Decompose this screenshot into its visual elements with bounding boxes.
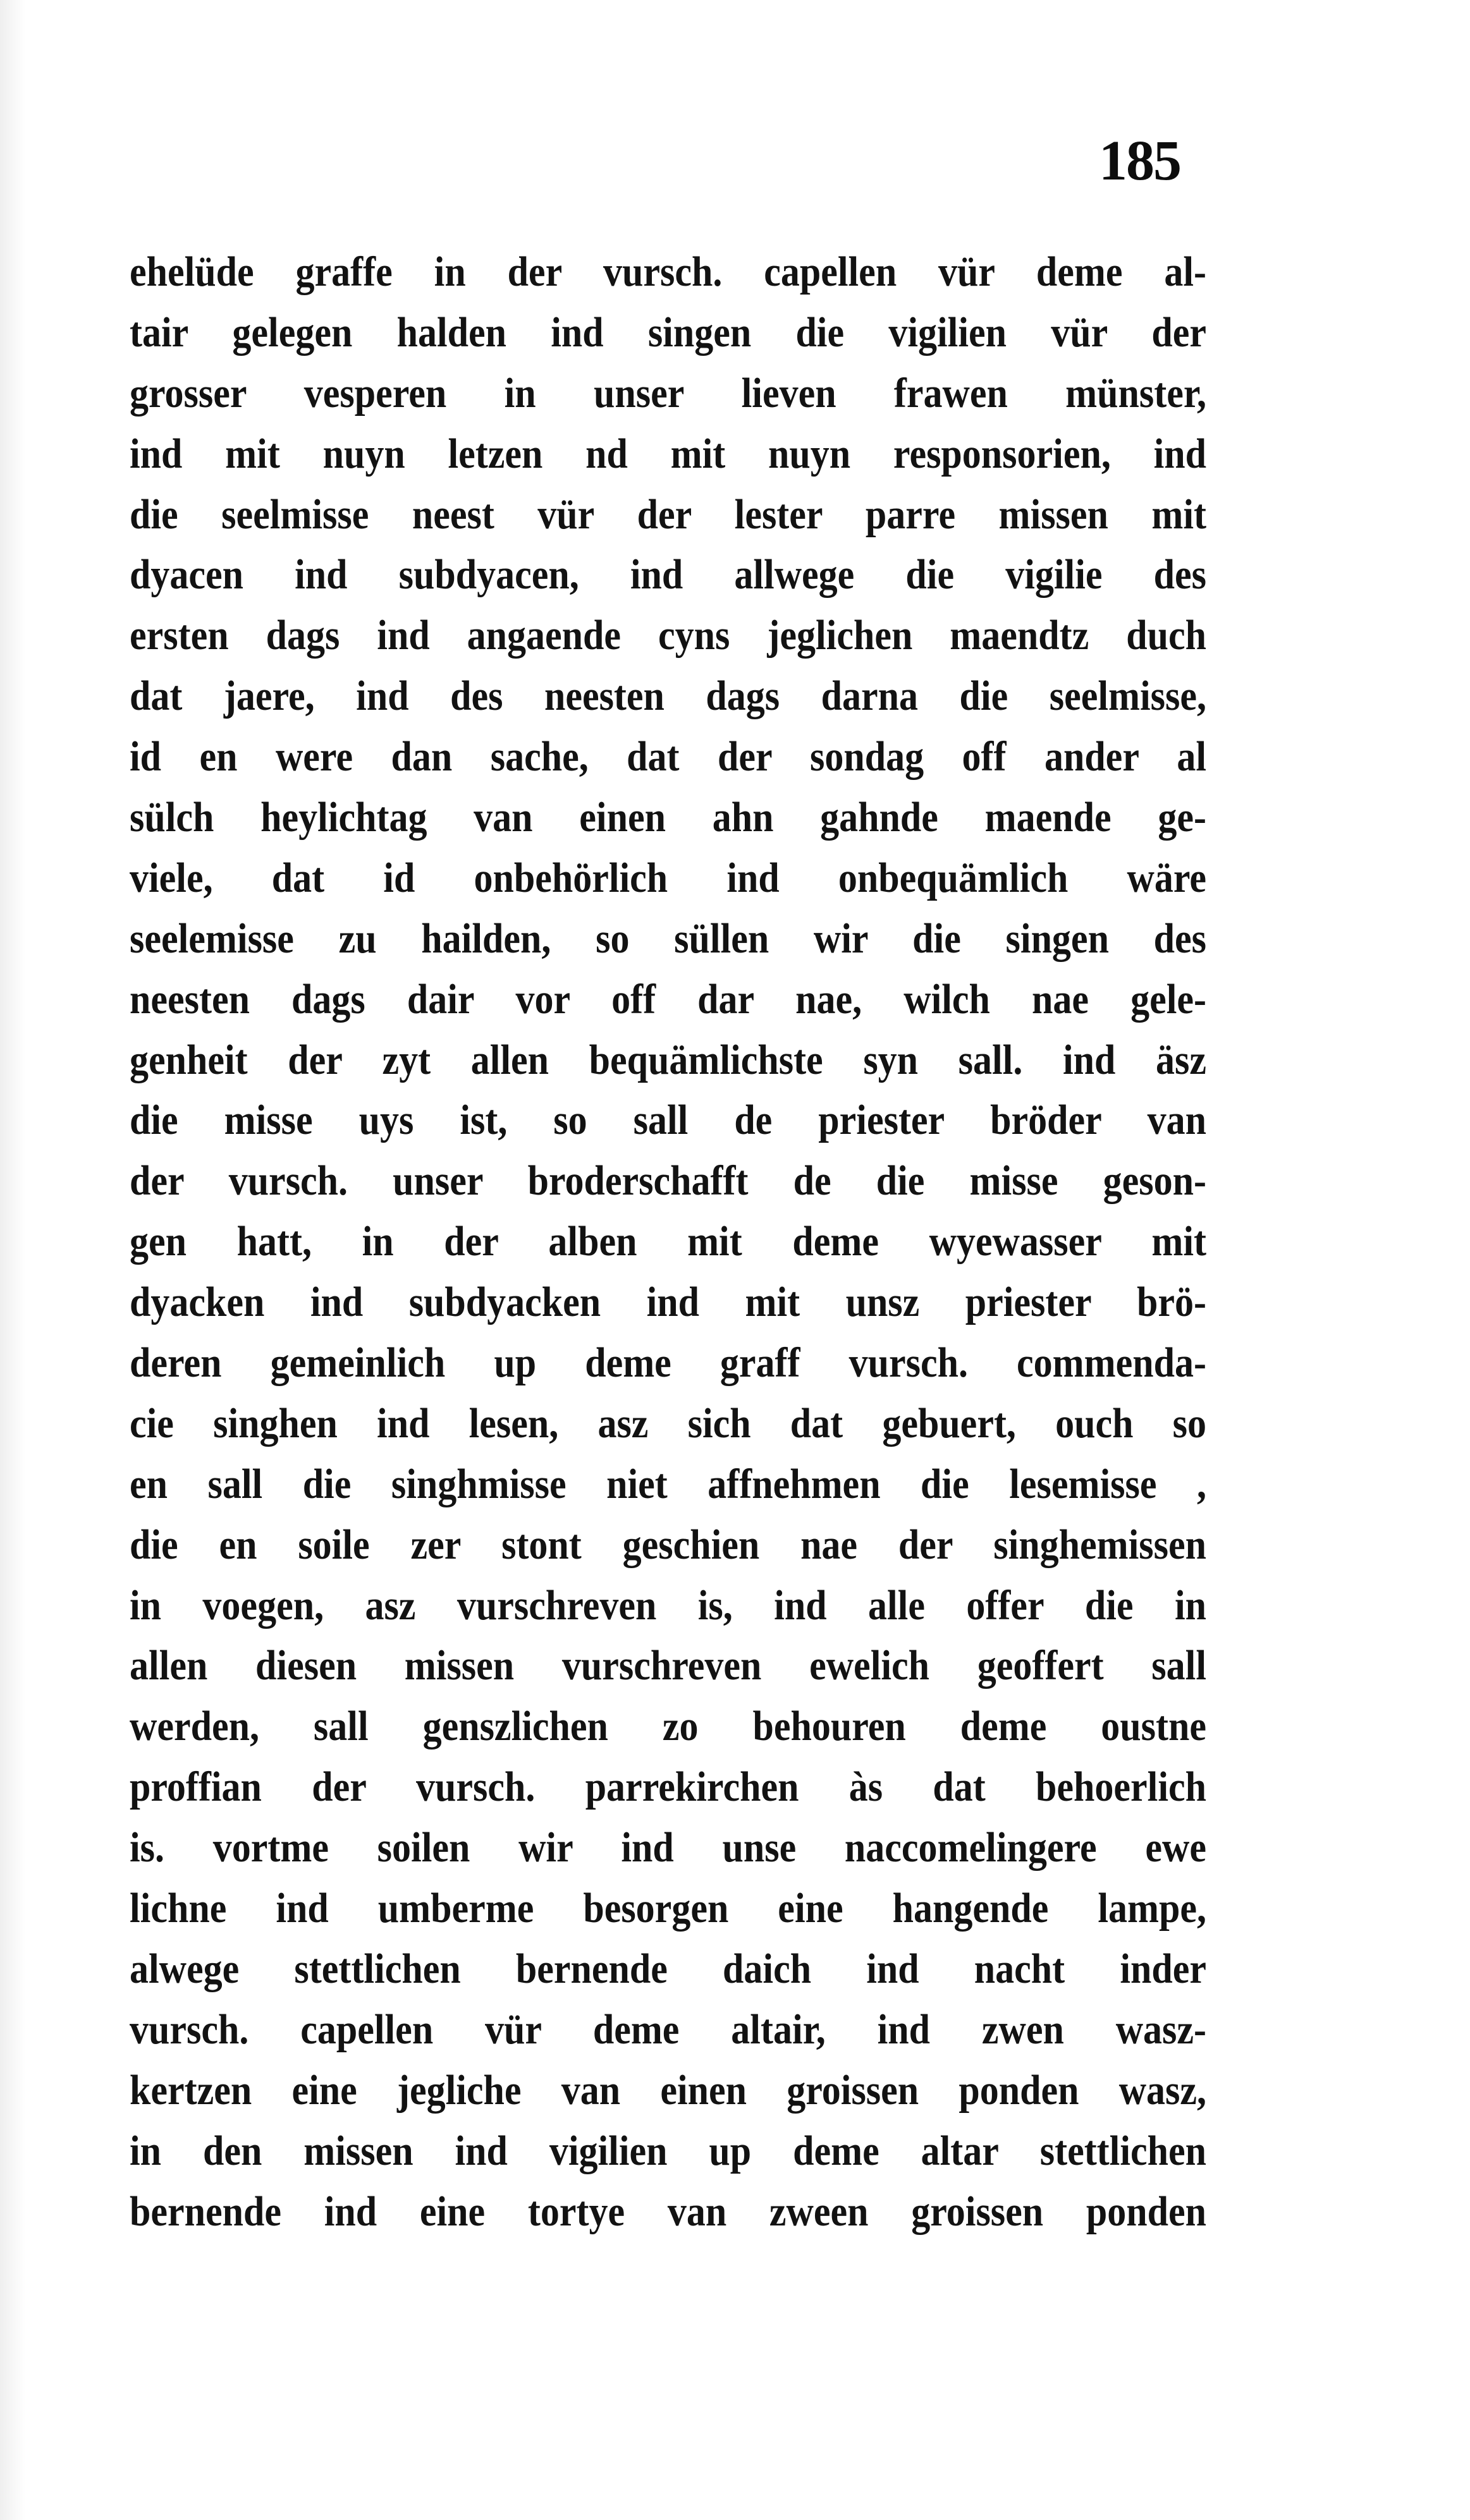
text-line: dyacken ind subdyacken ind mit unsz priester brö- (130, 1278, 1206, 1325)
text-line: sülch heylichtag van einen ahn gahnde maende ge- (130, 793, 1206, 841)
text-line: die misse uys ist, so sall de priester bröder van (130, 1097, 1206, 1144)
text-line: ersten dags ind angaende cyns jeglichen maendtz duch (130, 611, 1206, 659)
text-line: en sall die singhmisse niet affnehmen die lesemisse , (130, 1460, 1206, 1507)
text-line: tair gelegen halden ind singen die vigilien vür der (130, 308, 1206, 356)
page-edge-shadow (0, 0, 25, 2520)
text-line: allen diesen missen vurschreven ewelich geoffert sall (130, 1642, 1206, 1689)
text-line: viele, dat id onbehörlich ind onbequämlich wäre (130, 854, 1206, 901)
text-line: werden, sall genszlichen zo behouren deme oustne (130, 1703, 1206, 1750)
text-line: der vursch. unser broderschafft de die misse geson- (130, 1157, 1206, 1204)
text-line: die en soile zer stont geschien nae der singhemissen (130, 1521, 1206, 1568)
text-line: gen hatt, in der alben mit deme wyewasser mit (130, 1217, 1206, 1265)
text-line: genheit der zyt allen bequämlichste syn sall. ind äsz (130, 1036, 1206, 1083)
text-line: die seelmisse neest vür der lester parre missen mit (130, 490, 1206, 538)
body-text (130, 243, 1206, 2243)
text-line: is. vortme soilen wir ind unse naccomelingere ewe (130, 1823, 1206, 1871)
text-line: id en were dan sache, dat der sondag off ander al (130, 733, 1206, 780)
page-number: 185 (1099, 130, 1180, 192)
text-line: grosser vesperen in unser lieven frawen münster, (130, 369, 1206, 417)
text-line: dyacen ind subdyacen, ind allwege die vigilie des (130, 551, 1206, 598)
text-line: proffian der vursch. parrekirchen às dat behoerlich (130, 1763, 1206, 1810)
text-line: bernende ind eine tortye van zween groissen ponden (130, 2188, 1206, 2235)
text-line: vursch. capellen vür deme altair, ind zwen wasz- (130, 2006, 1206, 2053)
text-line: kertzen eine jegliche van einen groissen ponden wasz, (130, 2066, 1206, 2114)
text-line: lichne ind umberme besorgen eine hangende lampe, (130, 1884, 1206, 1932)
text-line: seelemisse zu hailden, so süllen wir die singen des (130, 915, 1206, 962)
text-line: in voegen, asz vurschreven is, ind alle offer die in (130, 1581, 1206, 1629)
text-line: deren gemeinlich up deme graff vursch. commenda- (130, 1339, 1206, 1386)
text-line: dat jaere, ind des neesten dags darna die seelmisse, (130, 672, 1206, 719)
text-line: in den missen ind vigilien up deme altar stettlichen (130, 2127, 1206, 2174)
text-line: alwege stettlichen bernende daich ind nacht inder (130, 1945, 1206, 1992)
text-line: neesten dags dair vor off dar nae, wilch nae gele- (130, 975, 1206, 1023)
text-line: cie singhen ind lesen, asz sich dat gebuert, ouch so (130, 1399, 1206, 1447)
text-line: ind mit nuyn letzen nd mit nuyn responsorien, ind (130, 430, 1206, 477)
text-line: ehelüde graffe in der vursch. capellen vür deme al- (130, 248, 1206, 295)
